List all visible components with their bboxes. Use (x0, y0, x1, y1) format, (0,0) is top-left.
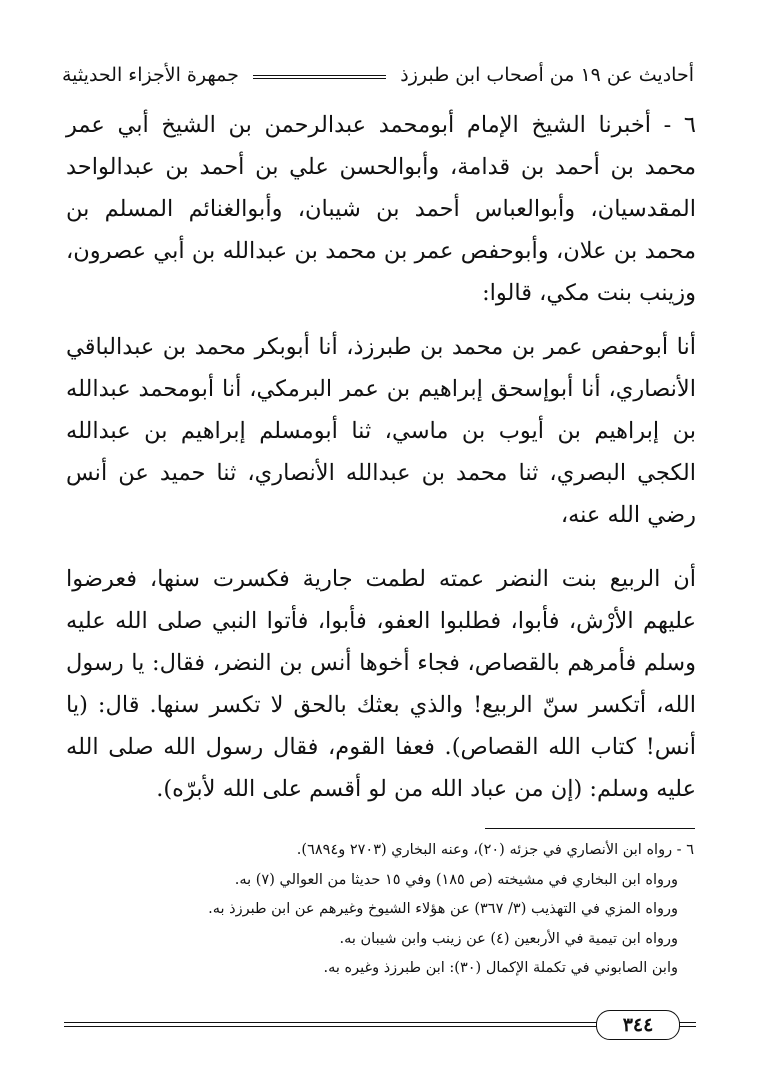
header-series-title: جمهرة الأجزاء الحديثية (62, 64, 239, 86)
isnad-paragraph-2: أنا أبوحفص عمر بن محمد بن طبرزذ، أنا أبوبكر محمد بن عبدالباقي الأنصاري، أنا أبوإسحق إبراهيم بن عمر البرمكي، أنا أبومحمد عبدالله بن إبراهيم بن أيوب بن ماسي، ثنا أبومسلم إبراهيم بن عبدالله الكجي البصري، ثنا محمد بن عبدالله الأنصاري، ثنا حميد عن أنس رضي الله عنه، (66, 334, 696, 528)
footnote-line: ورواه ابن تيمية في الأربعين (٤) عن زينب وابن شيبان به. (339, 930, 678, 947)
main-text (66, 104, 696, 810)
running-header (62, 58, 694, 92)
footnote-separator (485, 828, 695, 829)
isnad-paragraph-1: ٦ - أخبرنا الشيخ الإمام أبومحمد عبدالرحمن بن الشيخ أبي عمر محمد بن أحمد بن قدامة، وأبوالحسن علي بن أحمد بن عبدالواحد المقدسيان، وأبوالعباس أحمد بن شيبان، وأبوالغنائم المسلم بن محمد بن علان، وأبوحفص عمر بن محمد بن عبدالله بن أبي عصرون، وزينب بنت مكي، قالوا: (66, 112, 696, 306)
header-book-section-title: أحاديث عن ١٩ من أصحاب ابن طبرزذ (400, 64, 694, 86)
footnote-line: ورواه المزي في التهذيب (٣/ ٣٦٧) عن هؤلاء الشيوخ وغيرهم عن ابن طبرزذ به. (208, 901, 678, 917)
page-footer (64, 1010, 696, 1046)
footnote-line: ٦ - رواه ابن الأنصاري في جزئه (٢٠)، وعنه البخاري (٢٧٠٣ و٦٨٩٤). (296, 842, 694, 858)
header-rule (253, 75, 386, 79)
footnote-line: ورواه ابن البخاري في مشيخته (ص ١٨٥) وفي ١٥ حديثا من العوالي (٧) به. (234, 871, 678, 888)
footnote-line: وابن الصابوني في تكملة الإكمال (٣٠): ابن طبرزذ وغيره به. (323, 960, 678, 976)
footnotes (120, 836, 694, 984)
hadith-matn-paragraph: أن الربيع بنت النضر عمته لطمت جارية فكسرت سنها، فعرضوا عليهم الأرْش، فأبوا، فطلبوا العفو، فأبوا، فأتوا النبي صلى الله عليه وسلم فأمرهم بالقصاص، فجاء أخوها أنس بن النضر، فقال: يا رسول الله، أتكسر سنّ الربيع! والذي بعثك بالحق لا تكسر سنها. قال: (يا أنس! كتاب الله القصاص). فعفا القوم، فقال رسول الله صلى الله عليه وسلم: (إن من عباد الله من لو أقسم على الله لأبرّه). (66, 566, 696, 802)
page-number-badge: ٣٤٤ (596, 1010, 680, 1040)
